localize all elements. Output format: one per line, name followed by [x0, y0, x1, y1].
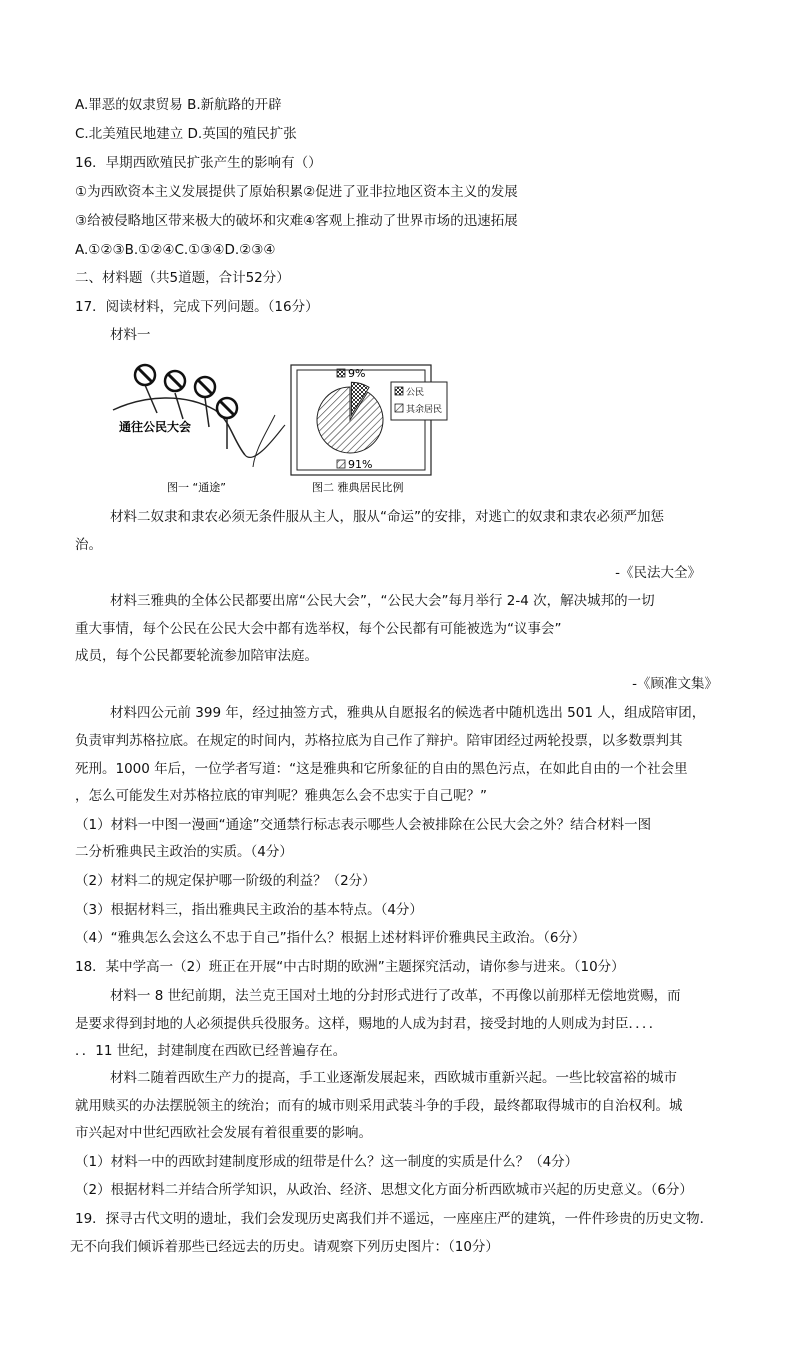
q17-material4-line2: 负责审判苏格拉底。在规定的时间内，苏格拉底为自己作了辩护。陪审团经过两轮投票，以多数票判其 [75, 733, 683, 749]
pie-slice-others [317, 387, 383, 453]
q18-material2-line1: 材料二随着西欧生产力的提高，手工业逐渐发展起来，西欧城市重新兴起。一些比较富裕的城市 [110, 1070, 677, 1086]
pct-citizens-label: 9% [348, 367, 366, 380]
q17-material2-source: -《民法大全》 [615, 565, 701, 581]
section-title: 二、材料题（共5道题，合计52分） [75, 270, 290, 286]
q17-material1-label: 材料一 [110, 327, 151, 343]
legend-citizens-label: 公民 [406, 388, 425, 398]
q17-material4-line3: 死刑。1000 年后，一位学者写道：“这是雅典和它所象征的自由的黑色污点，在如此自由的一个社会里 [75, 761, 688, 777]
q15-options-line1: A.罪恶的奴隶贸易 B.新航路的开辟 [75, 97, 282, 113]
fig1-road-label: 通往公民大会 [119, 420, 192, 434]
q16-stem: 16．早期西欧殖民扩张产生的影响有（） [75, 155, 322, 171]
q18-material1-line2: 是要求得到封地的人必须提供兵役服务。这样，赐地的人成为封君，接受封地的人则成为封臣．．．． [75, 1016, 663, 1032]
fig2-caption: 图二 雅典居民比例 [312, 481, 404, 494]
q17-sub3: （3）根据材料三，指出雅典民主政治的基本特点。（4分） [75, 902, 423, 918]
material1-figure-svg [105, 355, 465, 505]
fig2-pie-chart [291, 365, 447, 494]
q15-options-line2: C.北美殖民地建立 D.英国的殖民扩张 [75, 126, 297, 142]
q17-sub1-line1: （1）材料一中图一漫画“通途”交通禁行标志表示哪些人会被排除在公民大会之外？结合材料一图 [75, 817, 652, 833]
no-entry-sign-icon [165, 371, 185, 419]
q17-sub1-line2: 二分析雅典民主政治的实质。（4分） [75, 844, 293, 860]
q18-sub2: （2）根据材料二并结合所学知识，从政治、经济、思想文化方面分析西欧城市兴起的历史意义。（6分） [75, 1182, 693, 1198]
pct-others-swatch [337, 460, 345, 468]
q18-material2-line2: 就用赎买的办法摆脱领主的统治；而有的城市则采用武装斗争的手段，最终都取得城市的自治权利。城 [75, 1098, 683, 1114]
fig1-caption: 图一 “通途” [167, 481, 226, 494]
q17-material2-line1: 材料二奴隶和隶农必须无条件服从主人，服从“命运”的安排，对逃亡的奴隶和隶农必须严加惩 [110, 509, 664, 525]
no-entry-sign-icon [217, 398, 237, 449]
q17-material3-line2: 重大事情，每个公民在公民大会中都有选举权，每个公民都有可能被选为“议事会” [75, 621, 562, 637]
q17-material3-line1: 材料三雅典的全体公民都要出席“公民大会”，“公民大会”每月举行 2-4 次，解决城邦的一切 [110, 593, 655, 609]
q19-line1: 19．探寻古代文明的遗址，我们会发现历史离我们并不遥远，一座座庄严的建筑，一件件珍贵的历史文物． [75, 1211, 714, 1227]
q17-material4-line4: ，怎么可能发生对苏格拉底的审判呢？雅典怎么会不忠实于自己呢？” [75, 788, 487, 804]
q16-statement-line1: ①为西欧资本主义发展提供了原始积累②促进了亚非拉地区资本主义的发展 [75, 184, 518, 200]
q17-material2-line2: 治。 [75, 537, 102, 553]
legend-citizens-swatch [395, 387, 403, 395]
q18-sub1: （1）材料一中的西欧封建制度形成的纽带是什么？这一制度的实质是什么？（4分） [75, 1154, 579, 1170]
q17-sub2: （2）材料二的规定保护哪一阶级的利益？（2分） [75, 873, 376, 889]
material1-figure [105, 355, 465, 505]
q18-material1-line1: 材料一 8 世纪前期，法兰克王国对土地的分封形式进行了改革，不再像以前那样无偿地赏赐，而 [110, 988, 681, 1004]
fig1-comic [113, 365, 285, 494]
no-entry-sign-icon [135, 365, 157, 413]
q17-sub4: （4）“雅典怎么会这么不忠于自己”指什么？根据上述材料评价雅典民主政治。（6分） [75, 930, 586, 946]
pct-citizens-swatch [337, 369, 345, 377]
q17-stem: 17．阅读材料，完成下列问题。（16分） [75, 299, 319, 315]
legend-others-swatch [395, 404, 403, 412]
legend-others-label: 其余居民 [406, 405, 443, 415]
q17-material4-line1: 材料四公元前 399 年，经过抽签方式，雅典从自愿报名的候选者中随机选出 501 人，组成陪审团， [110, 705, 706, 721]
q17-material3-source: -《顾准文集》 [632, 676, 718, 692]
q19-line2: 无不向我们倾诉着那些已经远去的历史。请观察下列历史图片：（10分） [70, 1239, 499, 1255]
q18-material1-line3: ．．11 世纪，封建制度在西欧已经普遍存在。 [75, 1043, 347, 1059]
q16-options: A.①②③B.①②④C.①③④D.②③④ [75, 242, 276, 258]
q17-material3-line3: 成员，每个公民都要轮流参加陪审法庭。 [75, 648, 318, 664]
pct-others-label: 91% [348, 458, 373, 471]
q16-statement-line2: ③给被侵略地区带来极大的破坏和灾难④客观上推动了世界市场的迅速拓展 [75, 213, 518, 229]
q18-stem: 18．某中学高一（2）班正在开展“中古时期的欧洲”主题探究活动，请你参与进来。（10分） [75, 959, 625, 975]
q18-material2-line3: 市兴起对中世纪西欧社会发展有着很重要的影响。 [75, 1125, 372, 1141]
